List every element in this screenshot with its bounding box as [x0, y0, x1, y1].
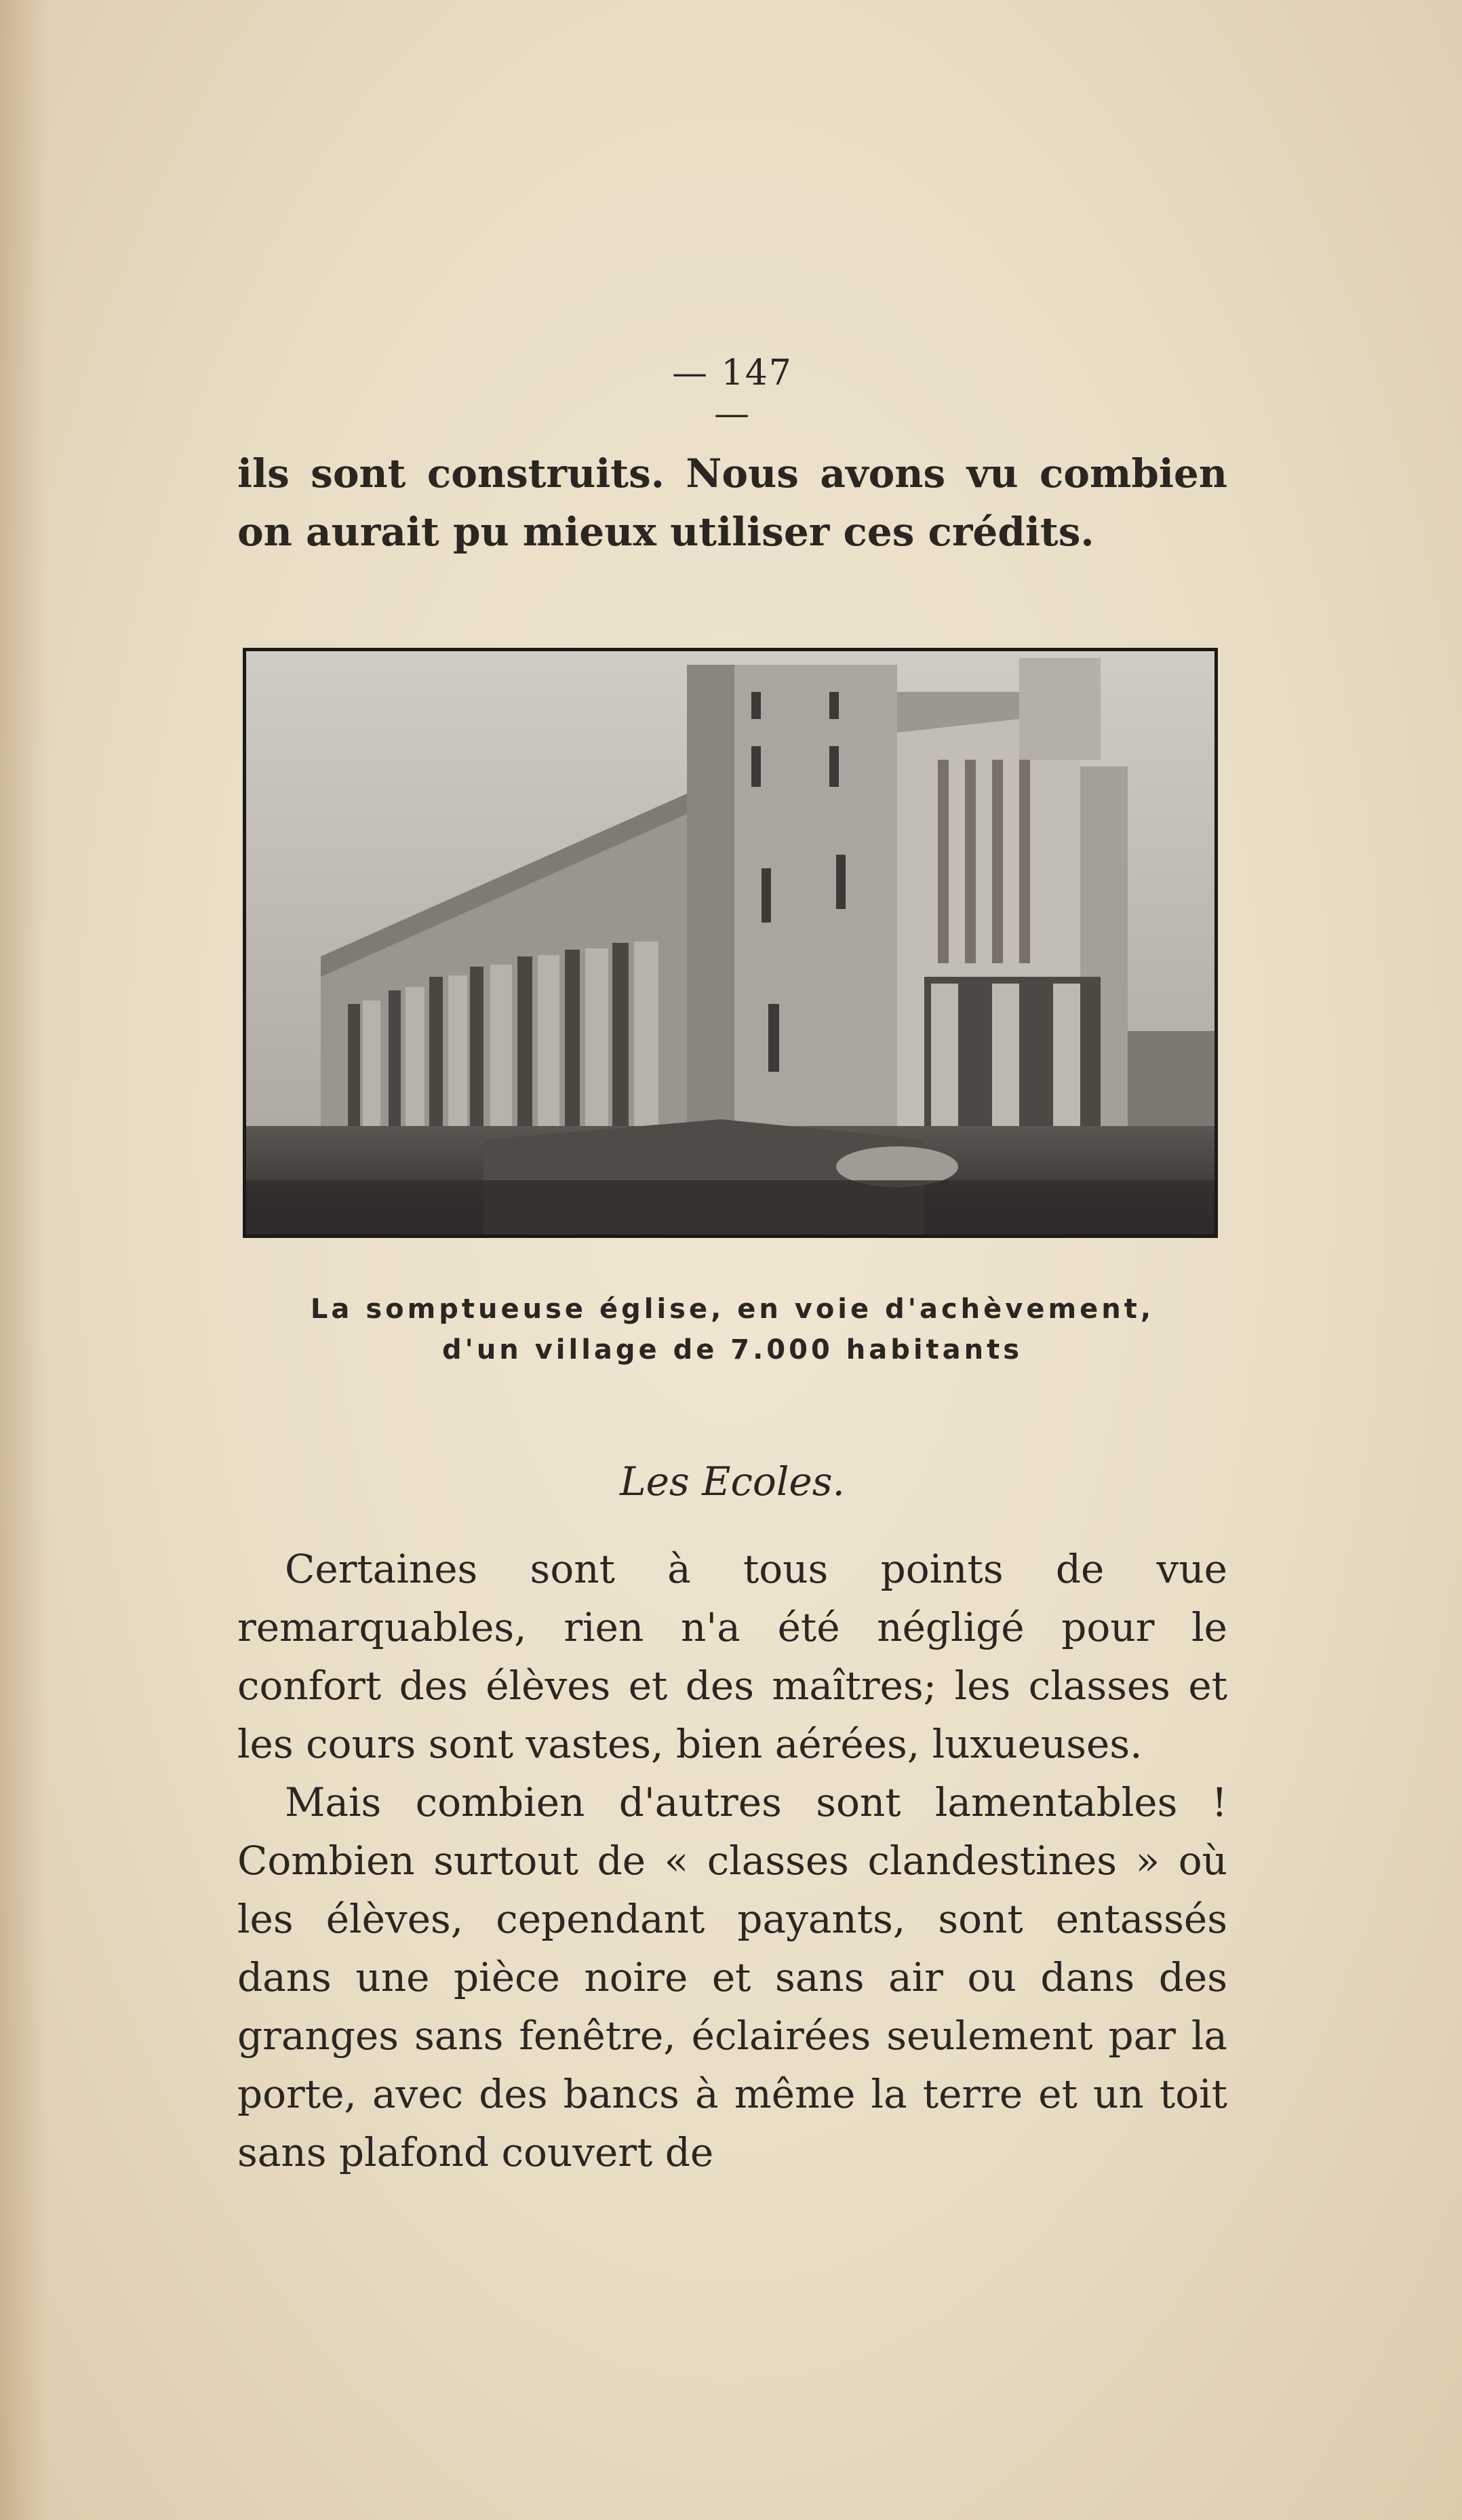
section-title: Les Ecoles. [620, 1458, 845, 1505]
intro-paragraph [237, 444, 1227, 561]
church-photo-illustration [246, 651, 1214, 1235]
body-paragraph: Certaines sont à tous points de vue remarquables, rien n'a été négligé pour le confort des élèves et des maîtres; les classes et les cours sont vastes, bien aérées, luxueuses. [237, 1546, 1227, 1767]
body-text [237, 1540, 1227, 2182]
photo-caption [237, 1289, 1227, 1370]
photo-caption-line2: d'un village de 7.000 habitants [441, 1334, 1023, 1365]
intro-text: ils sont construits. Nous avons vu combien on aurait pu mieux utiliser ces crédits. [237, 450, 1227, 555]
page-number: — 147 — [672, 353, 793, 434]
page-edge-shadow [0, 0, 47, 2520]
photo-caption-line1: La somptueuse église, en voie d'achèvement, [310, 1294, 1155, 1325]
church-photograph [243, 648, 1218, 1238]
body-paragraph: Mais combien d'autres sont lamentables ! Combien surtout de « classes clandestines » où les élèves, cependant payants, sont entassés dans une pièce noire et sans air ou dans des granges sans fenêtre, éclairées seulement par la porte, avec des bancs à même la terre et un toit sans plafond couvert de [237, 1779, 1227, 2175]
